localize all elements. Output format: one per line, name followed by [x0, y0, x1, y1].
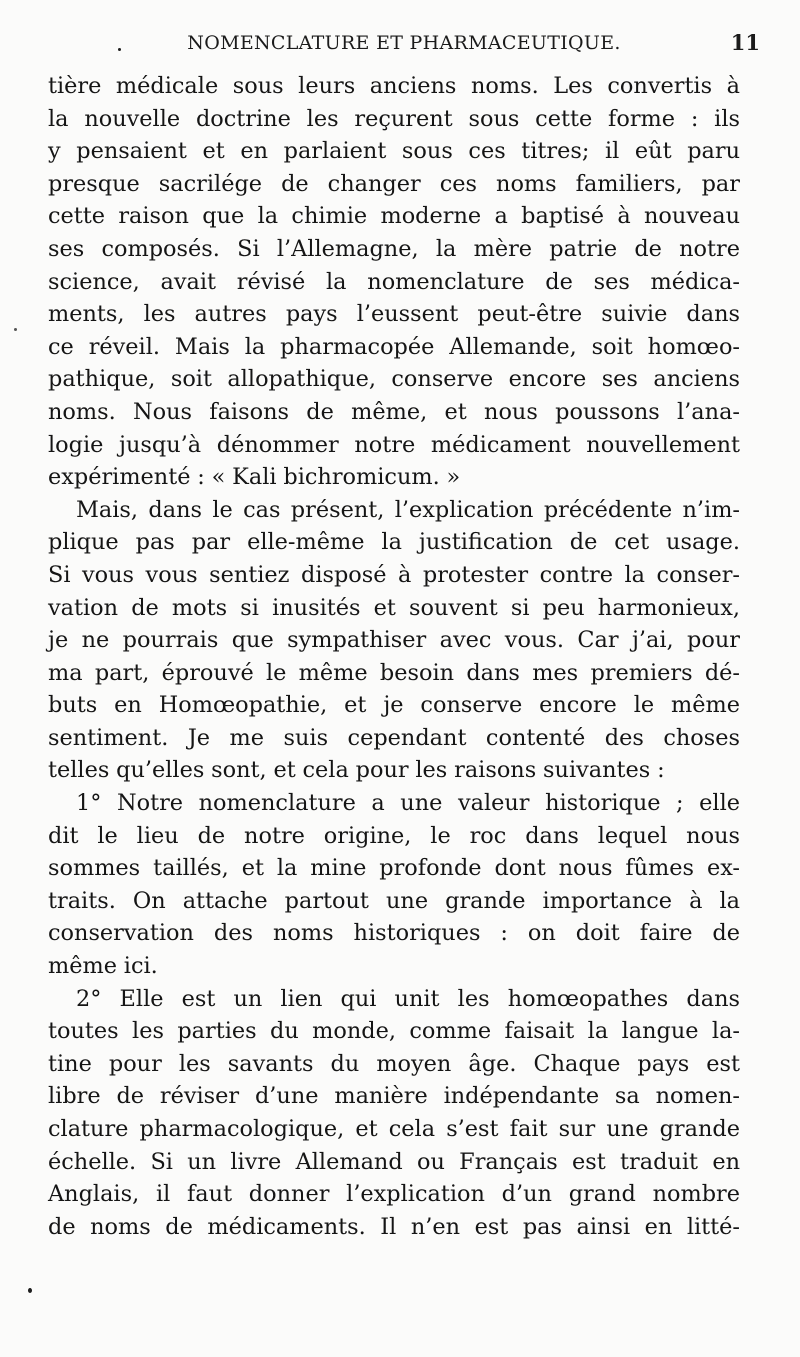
- text-line: y pensaient et en parlaient sous ces titres; il eût paru: [48, 138, 740, 165]
- text-line: ce réveil. Mais la pharmacopée Allemande, soit homœo-: [48, 333, 740, 360]
- text-line: Anglais, il faut donner l’explication d’un grand nombre: [48, 1181, 740, 1208]
- paragraph-end-line: même ici.: [48, 953, 158, 980]
- text-line: logie jusqu’à dénommer notre médicament nouvellement: [48, 431, 740, 458]
- text-line: sentiment. Je me suis cependant contenté des choses: [48, 724, 740, 751]
- paragraph-start-line: 2° Elle est un lien qui unit les homœopathes dans: [76, 985, 740, 1012]
- text-line: Si vous vous sentiez disposé à protester contre la conser-: [48, 561, 740, 588]
- text-line: buts en Homœopathie, et je conserve encore le même: [48, 692, 740, 719]
- text-line: ma part, éprouvé le même besoin dans mes premiers dé-: [48, 659, 740, 686]
- text-line: sommes taillés, et la mine profonde dont nous fûmes ex-: [48, 855, 740, 882]
- ink-speck: [118, 48, 121, 51]
- text-line: tière médicale sous leurs anciens noms. Les convertis à: [48, 73, 740, 99]
- text-line: clature pharmacologique, et cela s’est fait sur une grande: [48, 1116, 740, 1142]
- text-line: pathique, soit allopathique, conserve encore ses anciens: [48, 366, 740, 393]
- text-line: conservation des noms historiques : on doit faire de: [48, 920, 740, 947]
- text-line: la nouvelle doctrine les reçurent sous cette forme : ils: [48, 105, 740, 132]
- text-line: vation de mots si inusités et souvent si peu harmonieux,: [48, 594, 740, 621]
- text-line: libre de réviser d’une manière indépendante sa nomen-: [48, 1083, 740, 1110]
- running-title: NOMENCLATURE ET PHARMACEUTIQUE.: [187, 32, 621, 54]
- paragraph-end-line: telles qu’elles sont, et cela pour les raisons suivantes :: [48, 757, 665, 784]
- text-line: tine pour les savants du moyen âge. Chaque pays est: [48, 1050, 740, 1077]
- text-line: presque sacrilége de changer ces noms familiers, par: [48, 170, 740, 197]
- text-line: noms. Nous faisons de même, et nous poussons l’ana-: [48, 398, 740, 425]
- body-text: [48, 70, 740, 1243]
- ink-speck: [28, 1288, 32, 1293]
- text-line: échelle. Si un livre Allemand ou Français est traduit en: [48, 1148, 740, 1175]
- text-line: cette raison que la chimie moderne a baptisé à nouveau: [48, 203, 740, 230]
- text-line: ses composés. Si l’Allemagne, la mère patrie de notre: [48, 235, 740, 262]
- text-line: traits. On attache partout une grande importance à la: [48, 887, 740, 914]
- paragraph-end-line: expérimenté : « Kali bichromicum. »: [48, 464, 461, 491]
- text-line: toutes les parties du monde, comme faisait la langue la-: [48, 1018, 740, 1045]
- paragraph-start-line: Mais, dans le cas présent, l’explication précédente n’im-: [76, 496, 740, 523]
- page-number: 11: [730, 30, 760, 55]
- text-line: plique pas par elle-même la justification de cet usage.: [48, 529, 740, 556]
- text-line: de noms de médicaments. Il n’en est pas ainsi en litté-: [48, 1213, 740, 1240]
- text-line: science, avait révisé la nomenclature de ses médica-: [48, 268, 740, 295]
- text-line: dit le lieu de notre origine, le roc dans lequel nous: [48, 822, 740, 849]
- text-line: ments, les autres pays l’eussent peut-être suivie dans: [48, 301, 740, 328]
- text-line: je ne pourrais que sympathiser avec vous. Car j’ai, pour: [48, 627, 740, 654]
- ink-speck: [14, 328, 17, 331]
- paragraph-start-line: 1° Notre nomenclature a une valeur historique ; elle: [76, 790, 740, 817]
- page-header: [48, 28, 760, 62]
